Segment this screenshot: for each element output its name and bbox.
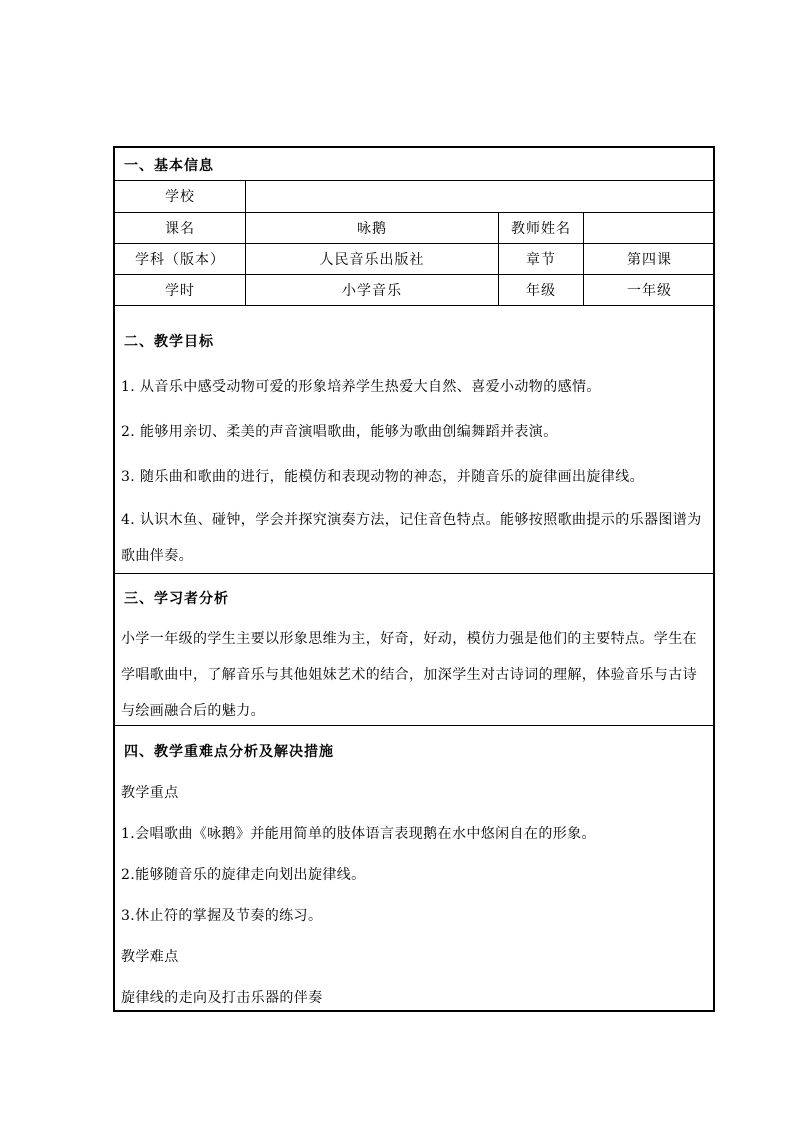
key-point-item: 2.能够随音乐的旋律走向划出旋律线。 [121,867,366,883]
course-label: 课名 [165,220,195,237]
course-value: 咏鹅 [357,220,387,237]
chapter-value: 第四课 [627,251,672,268]
goal-item: 3. 随乐曲和歌曲的进行，能模仿和表现动物的神态，并随音乐的旋律画出旋律线。 [121,469,645,485]
subject-value: 人民音乐出版社 [319,251,425,268]
school-value [246,180,715,212]
key-point-item: 3.休止符的掌握及节奏的练习。 [121,908,323,924]
divider [115,573,713,574]
grade-value: 一年级 [627,282,672,299]
school-label: 学校 [165,189,195,205]
divider [115,305,713,306]
teacher-label: 教师姓名 [511,220,571,237]
chapter-label: 章节 [526,251,556,268]
goal-item: 2. 能够用亲切、柔美的声音演唱歌曲，能够为歌曲创编舞蹈并表演。 [121,424,558,440]
period-label: 学时 [165,282,195,299]
learner-analysis-text: 小学一年级的学生主要以形象思维为主，好奇，好动，模仿力强是他们的主要特点。学生在学唱歌曲中，了解音乐与其他姐妹艺术的结合，加深学生对古诗词的理解，体验音乐与古诗与绘画融合后的魅力。 [121,631,697,719]
difficulty-title: 教学难点 [121,949,179,965]
goal-item: 4. 认识木鱼、碰钟，学会并探究演奏方法，记住音色特点。能够按照歌曲提示的乐器图谱为歌曲伴奏。 [121,512,702,564]
subject-label: 学科（版本） [135,251,225,268]
teacher-value [584,212,715,243]
key-points-title: 教学重点 [121,785,179,801]
difficulty-text: 旋律线的走向及打击乐器的伴奏 [121,990,323,1006]
section-key-difficulty-title: 四、教学重难点分析及解决措施 [124,744,334,760]
lesson-plan-table [113,146,715,1012]
section-teaching-goals-title: 二、教学目标 [124,334,214,350]
grade-label: 年级 [526,282,556,299]
section-basic-info-title: 一、基本信息 [124,158,214,174]
goal-item: 1. 从音乐中感受动物可爱的形象培养学生热爱大自然、喜爱小动物的感情。 [121,379,601,395]
key-point-item: 1.会唱歌曲《咏鹅》并能用简单的肢体语言表现鹅在水中悠闲自在的形象。 [121,826,596,842]
divider [115,725,713,726]
period-value: 小学音乐 [342,282,402,299]
section-learner-analysis-title: 三、学习者分析 [124,591,229,607]
